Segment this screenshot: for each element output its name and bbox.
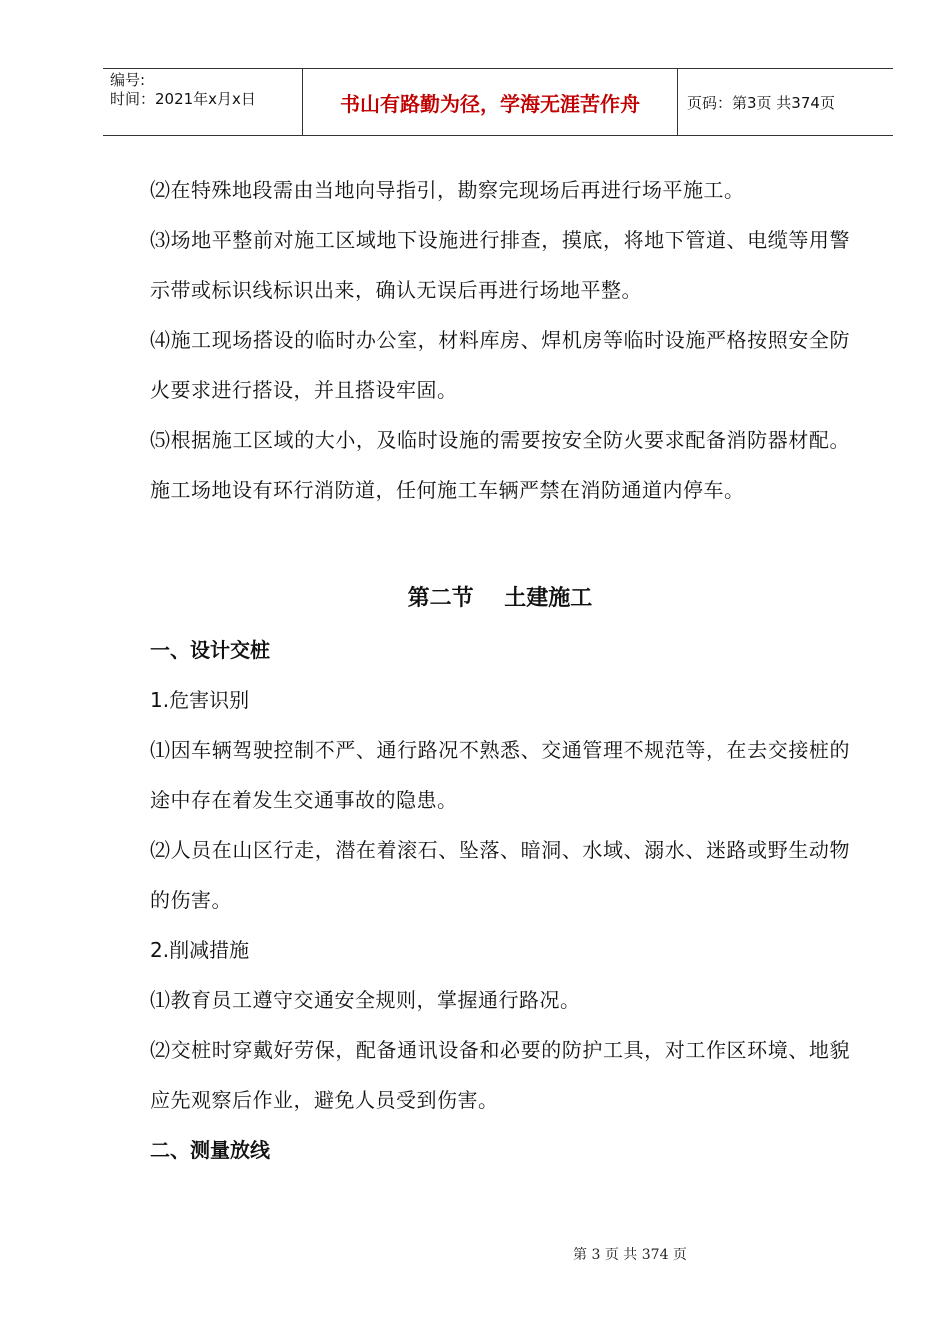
header-meta [103,69,303,135]
measure-item: ⑵交桩时穿戴好劳保，配备通讯设备和必要的防护工具，对工作区环境、地貌应先观察后作业，避免人员受到伤害。 [150,1038,850,1112]
time-label: 时间：2021年x月x日 [110,90,256,108]
measure-title: 2.削减措施 [150,938,250,962]
hazard-item: ⑵人员在山区行走，潜在着滚石、坠落、暗洞、水域、溺水、迷路或野生动物的伤害。 [150,838,850,912]
paragraph: ⑵在特殊地段需由当地向导指引，勘察完现场后再进行场平施工。 [150,178,745,202]
paragraph: ⑷施工现场搭设的临时办公室，材料库房、焊机房等临时设施严格按照安全防火要求进行搭设，并且搭设牢固。 [150,328,850,402]
document-body [150,165,850,1175]
number-label: 编号: [110,71,146,89]
paragraph: ⑸根据施工区域的大小，及临时设施的需要按安全防火要求配备消防器材配。施工场地设有环行消防道，任何施工车辆严禁在消防通道内停车。 [150,428,850,502]
page-header [103,68,893,136]
hazard-item: ⑴因车辆驾驶控制不严、通行路况不熟悉、交通管理不规范等，在去交接桩的途中存在着发生交通事故的隐患。 [150,738,850,812]
measure-item: ⑴教育员工遵守交通安全规则，掌握通行路况。 [150,988,581,1012]
header-page-info: 页码：第3页 共374页 [687,93,835,112]
section-title: 第二节 土建施工 [407,586,593,611]
paragraph: ⑶场地平整前对施工区域地下设施进行排查，摸底，将地下管道、电缆等用警示带或标识线标识出来，确认无误后再进行场地平整。 [150,228,850,302]
page-footer: 第 3 页 共 374 页 [573,1247,687,1263]
subsection-title: 一、设计交桩 [150,638,270,662]
subsection-title: 二、测量放线 [150,1138,270,1162]
hazard-title: 1.危害识别 [150,688,250,712]
header-motto: 书山有路勤为径，学海无涯苦作舟 [303,69,678,135]
